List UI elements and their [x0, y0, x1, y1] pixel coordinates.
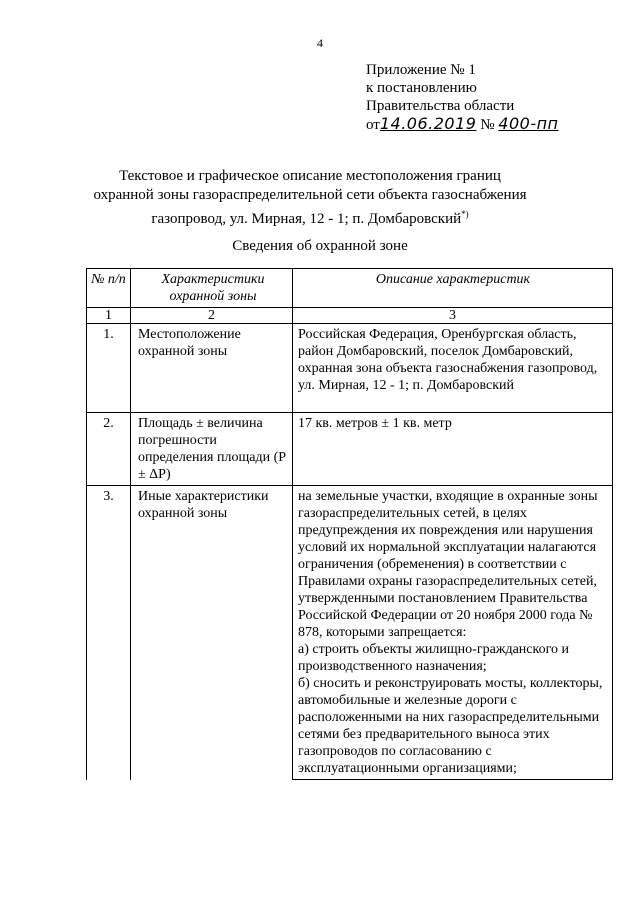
row-number: 3.: [87, 486, 131, 780]
appendix-from-label: от: [366, 117, 380, 133]
table-row: [87, 324, 613, 413]
table-row: [87, 413, 613, 486]
section-subtitle: Сведения об охранной зоне: [232, 238, 408, 254]
row-number: 1.: [87, 324, 131, 413]
row-description: Российская Федерация, Оренбургская область, район Домбаровский, поселок Домбаровский, охранная зона объекта газоснабжения газопровод, ул. Мирная, 12 - 1; п. Домбаровский: [293, 324, 613, 413]
appendix-line-4: [366, 115, 559, 134]
row-description: 17 кв. метров ± 1 кв. метр: [293, 413, 613, 486]
table-row: [87, 486, 613, 780]
description-intro: на земельные участки, входящие в охранные зоны газораспределительных сетей, в целях предупреждения их повреждения или нарушения условий их нормальной эксплуатации налагаются ограничения (обременения) в соответствии с Правилами охраны газораспределительных сетей, утвержденными постановлением Правительства Российской Федерации от 20 ноября 2000 года № 878, которыми запрещается:: [298, 489, 598, 640]
column-number-row: [87, 308, 613, 324]
footnote-mark: *): [461, 209, 469, 219]
description-item-b: б) сносить и реконструировать мосты, коллекторы, автомобильные и железные дороги с расположенными на них газораспределительными сетями без предварительного выноса этих газопроводов по согласованию с эксплуатационными организациями;: [298, 676, 603, 776]
column-number-1: 1: [87, 308, 131, 324]
table-header-row: [87, 269, 613, 308]
row-characteristic: Местоположение охранной зоны: [131, 324, 293, 413]
appendix-line-2: к постановлению: [366, 80, 477, 96]
description-item-a: а) строить объекты жилищно-гражданского и производственного назначения;: [298, 642, 569, 674]
appendix-block: [366, 61, 559, 134]
appendix-line-1: Приложение № 1: [366, 62, 476, 78]
title-line-3: [80, 205, 540, 229]
row-characteristic: Иные характеристики охранной зоны: [131, 486, 293, 780]
appendix-line-3: Правительства области: [366, 98, 515, 114]
column-number-3: 3: [293, 308, 613, 324]
header-description: Описание характеристик: [293, 269, 613, 308]
row-characteristic: Площадь ± величина погрешности определения площади (Р ± ΔР): [131, 413, 293, 486]
column-number-2: 2: [131, 308, 293, 324]
title-line-3-text: газопровод, ул. Мирная, 12 - 1; п. Домбаровский: [151, 211, 462, 227]
handwritten-number: 400-пп: [498, 114, 559, 133]
row-description: [293, 486, 613, 780]
row-number: 2.: [87, 413, 131, 486]
header-characteristics: Характеристики охранной зоны: [131, 269, 293, 308]
title-line-1: Текстовое и графическое описание местоположения границ: [119, 168, 501, 184]
title-line-2: охранной зоны газораспределительной сети объекта газоснабжения: [93, 187, 527, 203]
page-number: 4: [317, 36, 323, 50]
document-title: [80, 167, 540, 229]
handwritten-date: 14.06.2019: [379, 114, 477, 133]
zone-info-table: [86, 268, 613, 780]
appendix-number-sign: №: [480, 117, 495, 133]
header-number: № п/п: [87, 269, 131, 308]
